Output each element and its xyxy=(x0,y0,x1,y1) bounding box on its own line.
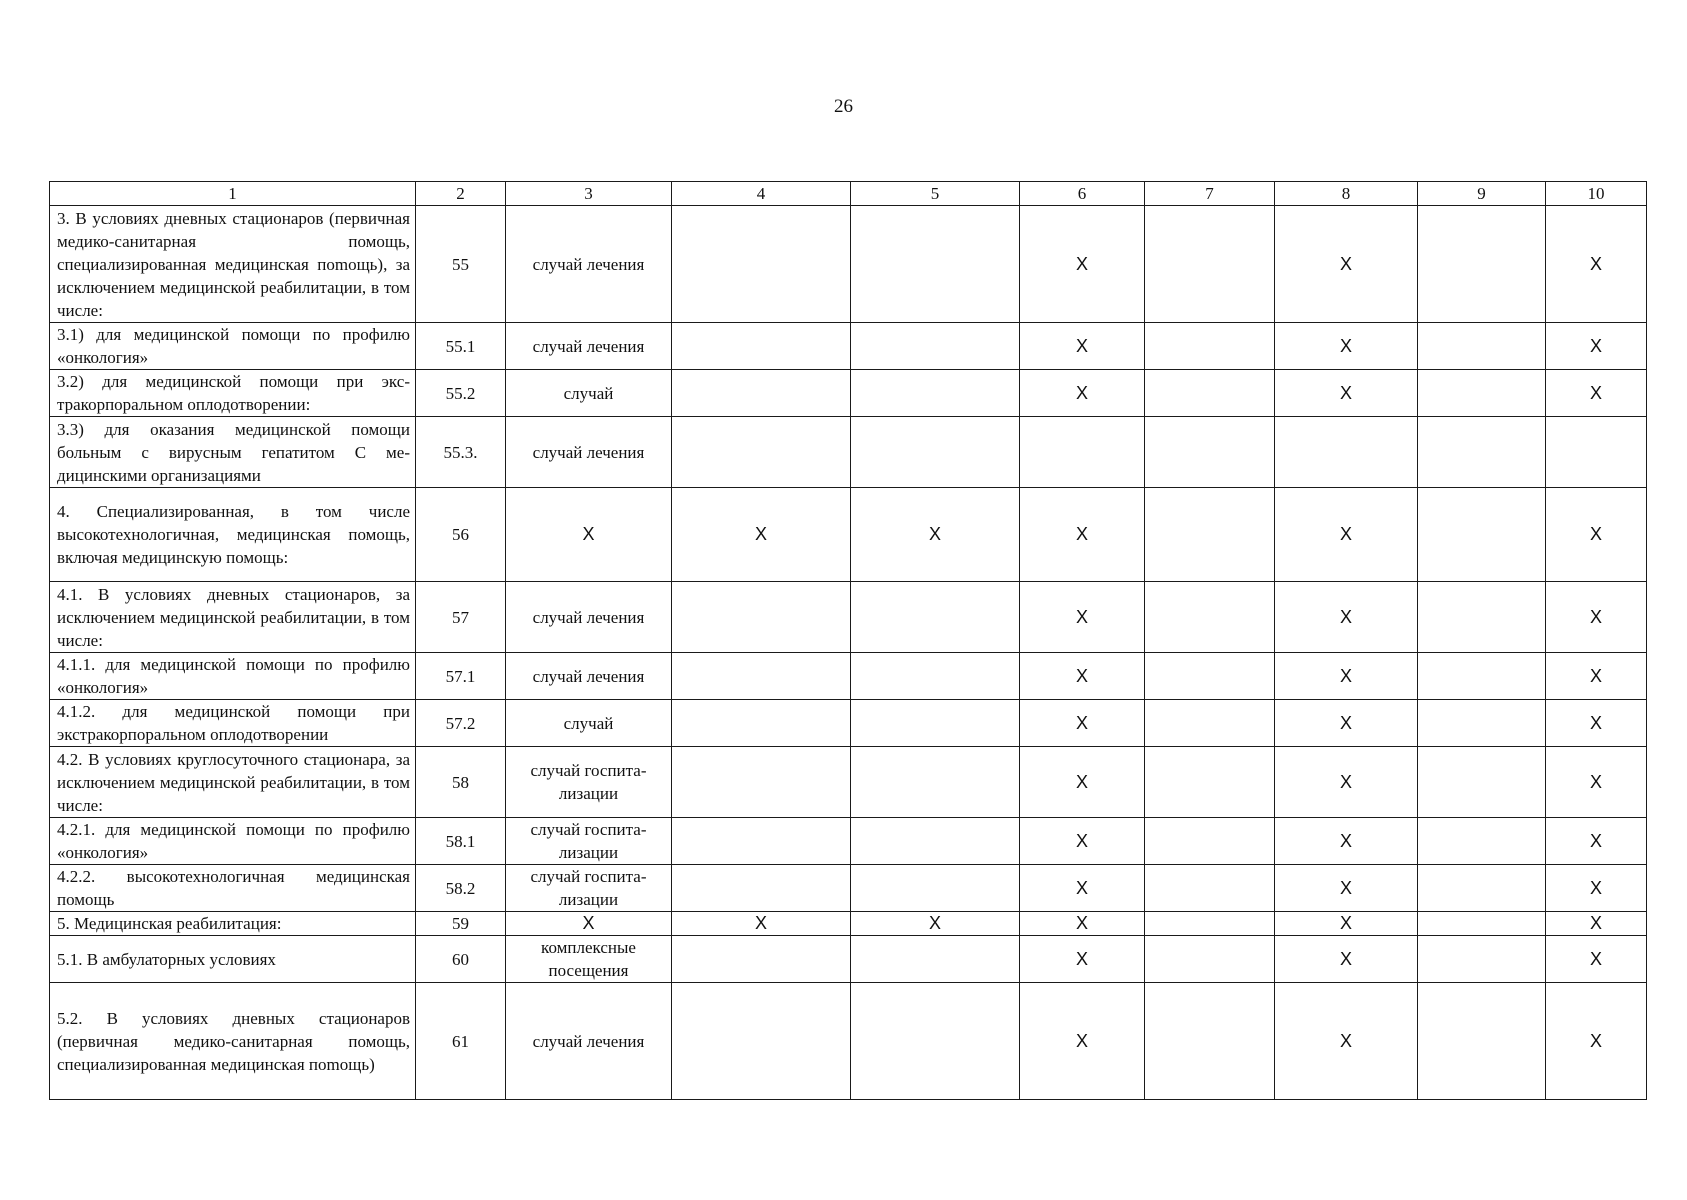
col4-cell xyxy=(672,865,851,912)
column-number-header: 6 xyxy=(1020,182,1145,206)
table-row xyxy=(50,983,1647,1100)
column-number-header: 3 xyxy=(506,182,672,206)
row-name-cell: 5.2. В условиях дневных стационаров (первичная медико-санитарная помощь, специализированная медицинская поmощь) xyxy=(50,983,416,1100)
unit-cell: случай xyxy=(506,700,672,747)
unit-cell: случай госпитализации xyxy=(506,865,672,912)
col6-cell: X xyxy=(1020,865,1145,912)
unit-cell: случай лечения xyxy=(506,417,672,488)
col7-cell xyxy=(1145,747,1275,818)
col4-cell xyxy=(672,818,851,865)
row-name-cell: 4.2. В условиях круглосуточного стационара, за исключением медицинской реабилитации, в том числе: xyxy=(50,747,416,818)
table-row xyxy=(50,488,1647,582)
col7-cell xyxy=(1145,865,1275,912)
col6-cell: X xyxy=(1020,747,1145,818)
column-number-header: 5 xyxy=(851,182,1020,206)
col4-cell xyxy=(672,653,851,700)
row-code-cell: 55.2 xyxy=(416,370,506,417)
table-row xyxy=(50,818,1647,865)
column-number-header: 4 xyxy=(672,182,851,206)
col8-cell: X xyxy=(1275,865,1418,912)
row-name-cell: 3.1) для медицинской помощи по профилю «онкология» xyxy=(50,323,416,370)
col6-cell: X xyxy=(1020,912,1145,936)
row-code-cell: 57.1 xyxy=(416,653,506,700)
col6-cell: X xyxy=(1020,936,1145,983)
col4-cell xyxy=(672,417,851,488)
col10-cell: X xyxy=(1546,865,1647,912)
data-table xyxy=(49,181,1647,1100)
col5-cell xyxy=(851,747,1020,818)
col5-cell xyxy=(851,983,1020,1100)
col10-cell: X xyxy=(1546,370,1647,417)
row-name-cell: 3. В условиях дневных стационаров (первичная медико-санитарная помощь, специализированная медицинская поmощь), за исключением медицинской реабилитации, в том числе: xyxy=(50,206,416,323)
table-row xyxy=(50,653,1647,700)
row-code-cell: 59 xyxy=(416,912,506,936)
col7-cell xyxy=(1145,912,1275,936)
col4-cell: X xyxy=(672,912,851,936)
row-code-cell: 55.1 xyxy=(416,323,506,370)
col8-cell: X xyxy=(1275,747,1418,818)
col9-cell xyxy=(1418,653,1546,700)
row-name-cell: 4.1.2. для медицинской помощи при экстракорпоральном оплодотворении xyxy=(50,700,416,747)
col5-cell xyxy=(851,370,1020,417)
col5-cell xyxy=(851,323,1020,370)
col5-cell xyxy=(851,700,1020,747)
row-code-cell: 61 xyxy=(416,983,506,1100)
col4-cell xyxy=(672,582,851,653)
table-row xyxy=(50,582,1647,653)
col9-cell xyxy=(1418,936,1546,983)
row-code-cell: 55.3. xyxy=(416,417,506,488)
col9-cell xyxy=(1418,370,1546,417)
col6-cell: X xyxy=(1020,323,1145,370)
row-code-cell: 57 xyxy=(416,582,506,653)
column-number-header: 1 xyxy=(50,182,416,206)
col8-cell: X xyxy=(1275,818,1418,865)
col7-cell xyxy=(1145,370,1275,417)
col7-cell xyxy=(1145,653,1275,700)
col8-cell: X xyxy=(1275,912,1418,936)
col9-cell xyxy=(1418,700,1546,747)
table-row xyxy=(50,700,1647,747)
column-number-header: 7 xyxy=(1145,182,1275,206)
table-row xyxy=(50,370,1647,417)
col6-cell: X xyxy=(1020,983,1145,1100)
col5-cell xyxy=(851,206,1020,323)
col7-cell xyxy=(1145,700,1275,747)
row-name-cell: 5.1. В амбулаторных условиях xyxy=(50,936,416,983)
col9-cell xyxy=(1418,912,1546,936)
col7-cell xyxy=(1145,323,1275,370)
col5-cell xyxy=(851,818,1020,865)
unit-cell: случай госпитализации xyxy=(506,818,672,865)
col8-cell: X xyxy=(1275,323,1418,370)
col8-cell: X xyxy=(1275,653,1418,700)
column-number-header: 9 xyxy=(1418,182,1546,206)
unit-cell: X xyxy=(506,912,672,936)
row-code-cell: 57.2 xyxy=(416,700,506,747)
col7-cell xyxy=(1145,488,1275,582)
col8-cell: X xyxy=(1275,206,1418,323)
column-number-header: 8 xyxy=(1275,182,1418,206)
table-row xyxy=(50,323,1647,370)
col9-cell xyxy=(1418,323,1546,370)
col4-cell xyxy=(672,206,851,323)
col8-cell: X xyxy=(1275,700,1418,747)
table-row xyxy=(50,936,1647,983)
col9-cell xyxy=(1418,488,1546,582)
column-number-row xyxy=(50,182,1647,206)
col7-cell xyxy=(1145,983,1275,1100)
col10-cell: X xyxy=(1546,488,1647,582)
col10-cell: X xyxy=(1546,818,1647,865)
col4-cell xyxy=(672,936,851,983)
col6-cell: X xyxy=(1020,653,1145,700)
col8-cell: X xyxy=(1275,488,1418,582)
col9-cell xyxy=(1418,747,1546,818)
col5-cell xyxy=(851,417,1020,488)
col6-cell: X xyxy=(1020,700,1145,747)
col8-cell: X xyxy=(1275,370,1418,417)
col4-cell xyxy=(672,323,851,370)
row-name-cell: 4.1.1. для медицинской помощи по профилю «онкология» xyxy=(50,653,416,700)
row-name-cell: 4.1. В условиях дневных стационаров, за исключением медицинской реабилитации, в том числе: xyxy=(50,582,416,653)
col5-cell xyxy=(851,582,1020,653)
col5-cell xyxy=(851,653,1020,700)
col6-cell: X xyxy=(1020,206,1145,323)
col10-cell: X xyxy=(1546,936,1647,983)
unit-cell: случай лечения xyxy=(506,653,672,700)
row-code-cell: 55 xyxy=(416,206,506,323)
col9-cell xyxy=(1418,206,1546,323)
col6-cell: X xyxy=(1020,370,1145,417)
unit-cell: X xyxy=(506,488,672,582)
col7-cell xyxy=(1145,206,1275,323)
column-number-header: 10 xyxy=(1546,182,1647,206)
col9-cell xyxy=(1418,983,1546,1100)
row-name-cell: 3.3) для оказания медицинской помощи больным с вирусным гепатитом С медицинскими организациями xyxy=(50,417,416,488)
col10-cell: X xyxy=(1546,653,1647,700)
col10-cell: X xyxy=(1546,206,1647,323)
col10-cell: X xyxy=(1546,747,1647,818)
table-body xyxy=(50,182,1647,1100)
col4-cell xyxy=(672,983,851,1100)
col10-cell: X xyxy=(1546,582,1647,653)
col8-cell xyxy=(1275,417,1418,488)
row-name-cell: 4. Специализированная, в том числе высокотехнологичная, медицинская помощь, включая медицинскую помощь: xyxy=(50,488,416,582)
col7-cell xyxy=(1145,936,1275,983)
col6-cell: X xyxy=(1020,582,1145,653)
row-name-cell: 3.2) для медицинской помощи при экстракорпоральном оплодотворении: xyxy=(50,370,416,417)
unit-cell: случай лечения xyxy=(506,983,672,1100)
table-row xyxy=(50,206,1647,323)
unit-cell: случай лечения xyxy=(506,206,672,323)
row-code-cell: 56 xyxy=(416,488,506,582)
col10-cell: X xyxy=(1546,700,1647,747)
unit-cell: случай лечения xyxy=(506,323,672,370)
col10-cell: X xyxy=(1546,323,1647,370)
col9-cell xyxy=(1418,582,1546,653)
row-name-cell: 4.2.1. для медицинской помощи по профилю «онкология» xyxy=(50,818,416,865)
unit-cell: случай госпитализации xyxy=(506,747,672,818)
col4-cell xyxy=(672,700,851,747)
column-number-header: 2 xyxy=(416,182,506,206)
unit-cell: комплексные посещения xyxy=(506,936,672,983)
col6-cell xyxy=(1020,417,1145,488)
table-row xyxy=(50,417,1647,488)
col10-cell: X xyxy=(1546,912,1647,936)
row-code-cell: 58.1 xyxy=(416,818,506,865)
col9-cell xyxy=(1418,865,1546,912)
col8-cell: X xyxy=(1275,983,1418,1100)
col4-cell xyxy=(672,747,851,818)
row-code-cell: 58.2 xyxy=(416,865,506,912)
col4-cell xyxy=(672,370,851,417)
col7-cell xyxy=(1145,417,1275,488)
row-code-cell: 58 xyxy=(416,747,506,818)
col4-cell: X xyxy=(672,488,851,582)
table-row xyxy=(50,912,1647,936)
row-name-cell: 4.2.2. высокотехнологичная медицинская помощь xyxy=(50,865,416,912)
col7-cell xyxy=(1145,818,1275,865)
col5-cell: X xyxy=(851,488,1020,582)
col9-cell xyxy=(1418,818,1546,865)
col5-cell xyxy=(851,936,1020,983)
col7-cell xyxy=(1145,582,1275,653)
col10-cell xyxy=(1546,417,1647,488)
col8-cell: X xyxy=(1275,936,1418,983)
col8-cell: X xyxy=(1275,582,1418,653)
row-code-cell: 60 xyxy=(416,936,506,983)
table-row xyxy=(50,747,1647,818)
col6-cell: X xyxy=(1020,818,1145,865)
row-name-cell: 5. Медицинская реабилитация: xyxy=(50,912,416,936)
unit-cell: случай xyxy=(506,370,672,417)
col6-cell: X xyxy=(1020,488,1145,582)
table-row xyxy=(50,865,1647,912)
page-number: 26 xyxy=(834,96,853,117)
unit-cell: случай лечения xyxy=(506,582,672,653)
col10-cell: X xyxy=(1546,983,1647,1100)
col5-cell xyxy=(851,865,1020,912)
col9-cell xyxy=(1418,417,1546,488)
col5-cell: X xyxy=(851,912,1020,936)
